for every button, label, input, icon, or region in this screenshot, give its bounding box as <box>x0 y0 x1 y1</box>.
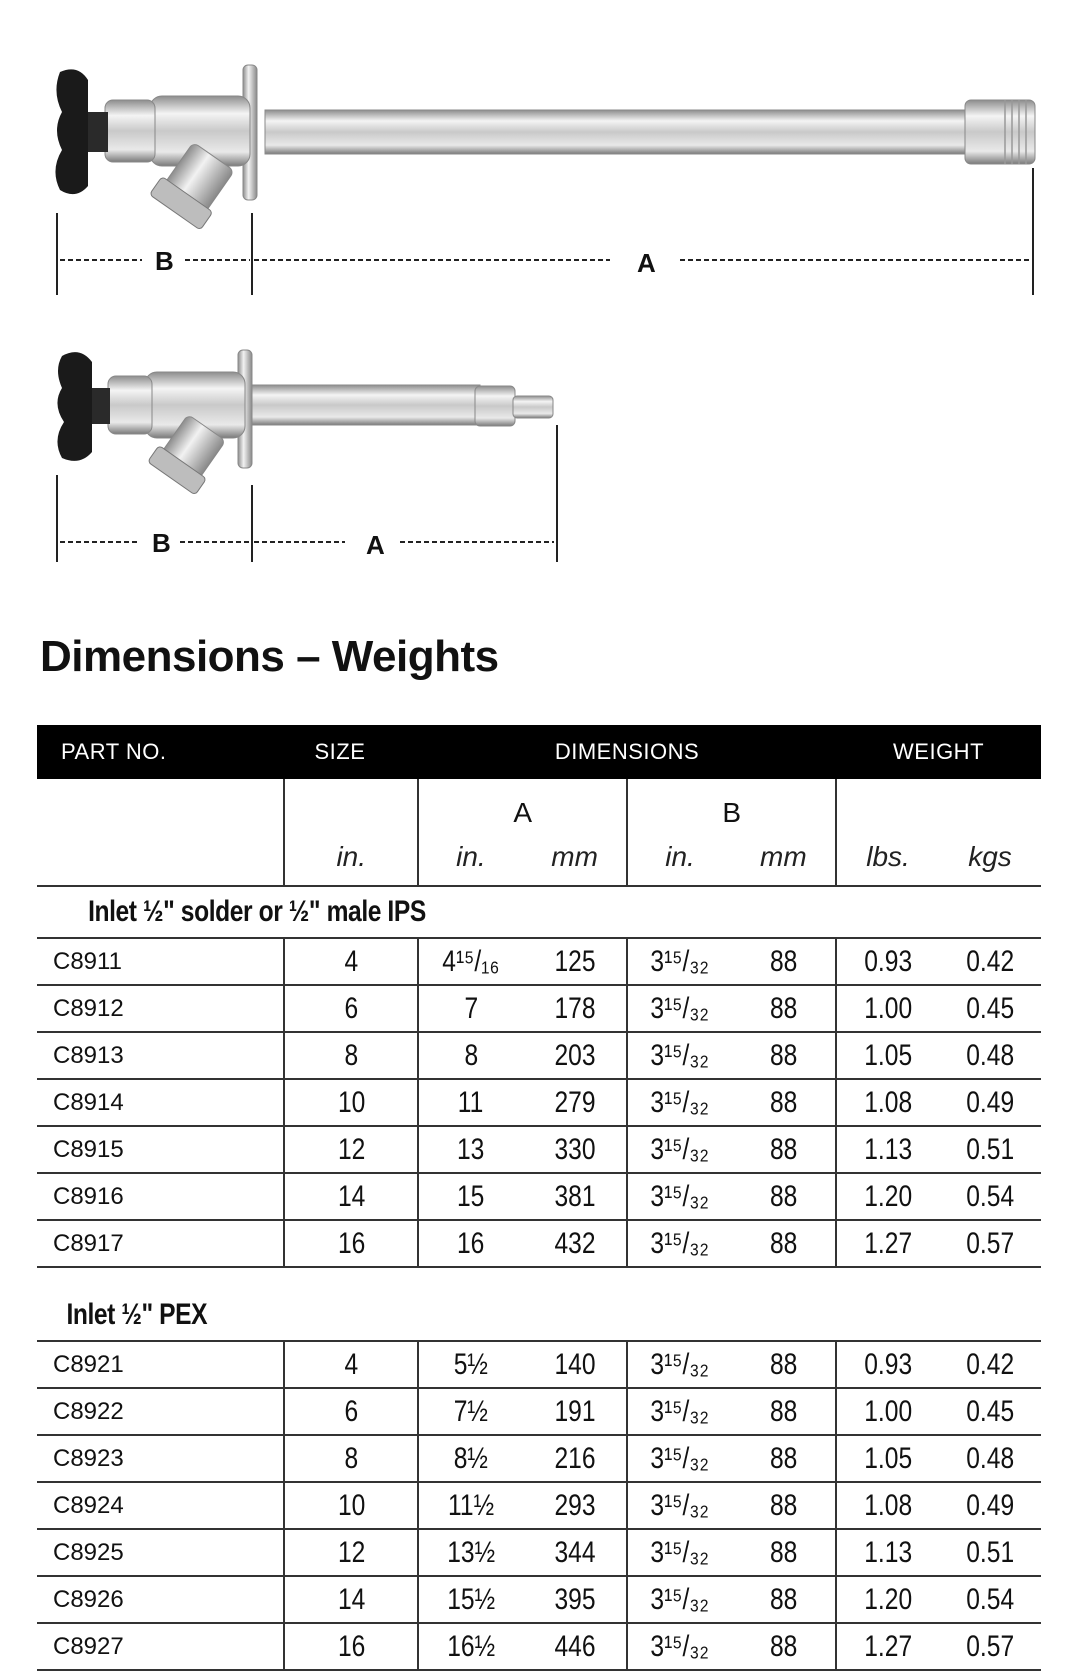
table-row <box>37 1576 1041 1623</box>
unit-lbs: lbs. <box>836 829 939 886</box>
cell-b-in: 3¹⁵/₃₂ <box>627 1388 731 1435</box>
cell-a-in: 8 <box>418 1032 523 1079</box>
cell-a-mm: 203 <box>554 1038 596 1072</box>
cell-lbs: 1.20 <box>836 1173 939 1220</box>
dimension-label-b: B <box>152 528 171 558</box>
table-row <box>37 1341 1041 1388</box>
cell-size: 12 <box>284 1126 418 1173</box>
cell-size: 8 <box>284 1435 418 1482</box>
cell-size: 6 <box>284 985 418 1032</box>
cell-kgs: 0.48 <box>966 1441 1014 1475</box>
cell-part-no: C8925 <box>53 1538 124 1566</box>
cell-size: 10 <box>284 1079 418 1126</box>
cell-a-in: 11½ <box>418 1482 523 1529</box>
subheader-a: A <box>418 779 627 829</box>
cell-part-no: C8915 <box>53 1135 124 1163</box>
table-row <box>37 1173 1041 1220</box>
cell-b-in: 3¹⁵/₃₂ <box>627 938 731 985</box>
cell-b-mm: 88 <box>769 1085 798 1119</box>
cell-part-no: C8923 <box>53 1444 124 1472</box>
group-title: Inlet ½" solder or ½" male IPS <box>88 895 426 928</box>
table-row <box>37 1623 1041 1670</box>
unit-a-mm: mm <box>551 841 598 872</box>
cell-b-mm: 88 <box>769 1226 798 1260</box>
cell-kgs: 0.42 <box>966 1347 1014 1381</box>
cell-lbs: 1.00 <box>836 1388 939 1435</box>
subheader-b: B <box>627 779 836 829</box>
cell-size: 14 <box>284 1173 418 1220</box>
subheader-row-letters <box>37 779 1041 829</box>
unit-b-in: in. <box>627 829 731 886</box>
table-row <box>37 985 1041 1032</box>
dimension-label-a: A <box>637 248 656 278</box>
cell-kgs: 0.54 <box>966 1179 1014 1213</box>
cell-b-mm: 88 <box>769 1038 798 1072</box>
cell-lbs: 1.05 <box>836 1435 939 1482</box>
cell-lbs: 1.13 <box>836 1126 939 1173</box>
valve-handle-icon <box>57 352 110 461</box>
header-weight: WEIGHT <box>836 725 1041 779</box>
header-part-no: PART NO. <box>37 725 284 779</box>
cell-b-mm: 88 <box>769 1179 798 1213</box>
cell-lbs: 1.27 <box>836 1220 939 1267</box>
cell-a-mm: 381 <box>554 1179 596 1213</box>
cell-kgs: 0.57 <box>966 1226 1014 1260</box>
cell-b-mm: 88 <box>769 1132 798 1166</box>
cell-b-mm: 88 <box>769 944 798 978</box>
cell-kgs: 0.49 <box>966 1488 1014 1522</box>
cell-part-no: C8912 <box>53 994 124 1022</box>
cell-a-in: 13½ <box>418 1529 523 1576</box>
valve-handle-icon <box>55 69 108 194</box>
unit-a-in: in. <box>418 829 523 886</box>
cell-a-in: 13 <box>418 1126 523 1173</box>
cell-kgs: 0.49 <box>966 1085 1014 1119</box>
cell-b-in: 3¹⁵/₃₂ <box>627 1623 731 1670</box>
cell-b-in: 3¹⁵/₃₂ <box>627 1435 731 1482</box>
cell-b-in: 3¹⁵/₃₂ <box>627 1079 731 1126</box>
cell-lbs: 1.13 <box>836 1529 939 1576</box>
cell-size: 4 <box>284 1341 418 1388</box>
unit-size-in: in. <box>284 829 418 886</box>
cell-b-in: 3¹⁵/₃₂ <box>627 1341 731 1388</box>
group-header-row <box>37 1290 1041 1341</box>
cell-a-mm: 140 <box>554 1347 596 1381</box>
cell-size: 4 <box>284 938 418 985</box>
cell-a-mm: 178 <box>554 991 596 1025</box>
cell-b-mm: 88 <box>769 1441 798 1475</box>
cell-b-mm: 88 <box>769 1629 798 1663</box>
cell-a-mm: 395 <box>554 1582 596 1616</box>
cell-b-mm: 88 <box>769 991 798 1025</box>
cell-a-mm: 293 <box>554 1488 596 1522</box>
cell-kgs: 0.54 <box>966 1582 1014 1616</box>
cell-part-no: C8917 <box>53 1229 124 1257</box>
cell-b-in: 3¹⁵/₃₂ <box>627 1220 731 1267</box>
table-row <box>37 1435 1041 1482</box>
table-row <box>37 1079 1041 1126</box>
cell-part-no: C8924 <box>53 1491 124 1519</box>
cell-b-mm: 88 <box>769 1535 798 1569</box>
cell-size: 8 <box>284 1032 418 1079</box>
cell-a-mm: 344 <box>554 1535 596 1569</box>
cell-b-in: 3¹⁵/₃₂ <box>627 985 731 1032</box>
cell-size: 6 <box>284 1388 418 1435</box>
header-size: SIZE <box>284 725 418 779</box>
cell-part-no: C8927 <box>53 1632 124 1660</box>
cell-a-in: 16 <box>418 1220 523 1267</box>
dimension-label-b: B <box>155 246 174 276</box>
cell-a-in: 8½ <box>418 1435 523 1482</box>
cell-b-in: 3¹⁵/₃₂ <box>627 1529 731 1576</box>
group-title: Inlet ½" PEX <box>66 1298 208 1331</box>
unit-kgs: kgs <box>968 841 1012 872</box>
cell-b-mm: 88 <box>769 1394 798 1428</box>
cell-a-mm: 330 <box>554 1132 596 1166</box>
cell-b-in: 3¹⁵/₃₂ <box>627 1032 731 1079</box>
cell-lbs: 1.00 <box>836 985 939 1032</box>
threaded-end <box>965 100 1035 164</box>
dimension-label-a: A <box>366 530 385 560</box>
cell-a-mm: 279 <box>554 1085 596 1119</box>
group-header-row <box>37 886 1041 938</box>
cell-a-mm: 446 <box>554 1629 596 1663</box>
cell-part-no: C8926 <box>53 1585 124 1613</box>
cell-a-mm: 432 <box>554 1226 596 1260</box>
cell-a-in: 15 <box>418 1173 523 1220</box>
cell-a-in: 5½ <box>418 1341 523 1388</box>
cell-kgs: 0.57 <box>966 1629 1014 1663</box>
cell-b-mm: 88 <box>769 1347 798 1381</box>
cell-kgs: 0.42 <box>966 944 1014 978</box>
cell-b-in: 3¹⁵/₃₂ <box>627 1576 731 1623</box>
pipe <box>250 385 480 425</box>
subheader-row-units <box>37 829 1041 886</box>
pex-fitting <box>475 386 515 426</box>
cell-part-no: C8921 <box>53 1350 124 1378</box>
cell-a-in: 4¹⁵/₁₆ <box>418 938 523 985</box>
cell-kgs: 0.51 <box>966 1535 1014 1569</box>
cell-a-in: 16½ <box>418 1623 523 1670</box>
cell-part-no: C8911 <box>53 947 122 975</box>
cell-a-mm: 216 <box>554 1441 596 1475</box>
cell-part-no: C8914 <box>53 1088 124 1116</box>
cell-a-in: 7 <box>418 985 523 1032</box>
cell-kgs: 0.51 <box>966 1132 1014 1166</box>
cell-b-in: 3¹⁵/₃₂ <box>627 1173 731 1220</box>
cell-lbs: 1.08 <box>836 1482 939 1529</box>
table-row <box>37 1126 1041 1173</box>
table-header-row <box>37 725 1041 779</box>
cell-a-in: 15½ <box>418 1576 523 1623</box>
cell-size: 10 <box>284 1482 418 1529</box>
dimensions-weights-table <box>37 725 1041 1671</box>
hydrant-diagram-short <box>0 330 1070 580</box>
cell-part-no: C8922 <box>53 1397 124 1425</box>
cell-a-in: 7½ <box>418 1388 523 1435</box>
cell-size: 12 <box>284 1529 418 1576</box>
cell-b-mm: 88 <box>769 1582 798 1616</box>
cell-part-no: C8913 <box>53 1041 124 1069</box>
pipe <box>265 110 965 154</box>
header-dimensions: DIMENSIONS <box>418 725 836 779</box>
cell-lbs: 1.20 <box>836 1576 939 1623</box>
cell-part-no: C8916 <box>53 1182 124 1210</box>
table-row <box>37 1388 1041 1435</box>
cell-kgs: 0.45 <box>966 1394 1014 1428</box>
page-title: Dimensions – Weights <box>40 632 499 681</box>
unit-b-mm: mm <box>760 841 807 872</box>
cell-size: 16 <box>284 1623 418 1670</box>
cell-a-mm: 125 <box>554 944 596 978</box>
cell-lbs: 0.93 <box>836 938 939 985</box>
cell-size: 14 <box>284 1576 418 1623</box>
table-row <box>37 1482 1041 1529</box>
table-row <box>37 1032 1041 1079</box>
cell-lbs: 1.05 <box>836 1032 939 1079</box>
cell-kgs: 0.45 <box>966 991 1014 1025</box>
table-row <box>37 938 1041 985</box>
cell-b-mm: 88 <box>769 1488 798 1522</box>
cell-kgs: 0.48 <box>966 1038 1014 1072</box>
cell-size: 16 <box>284 1220 418 1267</box>
cell-lbs: 1.27 <box>836 1623 939 1670</box>
hydrant-diagram-long <box>0 0 1070 320</box>
cell-a-in: 11 <box>418 1079 523 1126</box>
cell-b-in: 3¹⁵/₃₂ <box>627 1126 731 1173</box>
cell-lbs: 1.08 <box>836 1079 939 1126</box>
table-row <box>37 1529 1041 1576</box>
cell-lbs: 0.93 <box>836 1341 939 1388</box>
cell-b-in: 3¹⁵/₃₂ <box>627 1482 731 1529</box>
cell-a-mm: 191 <box>554 1394 596 1428</box>
table-row <box>37 1220 1041 1267</box>
